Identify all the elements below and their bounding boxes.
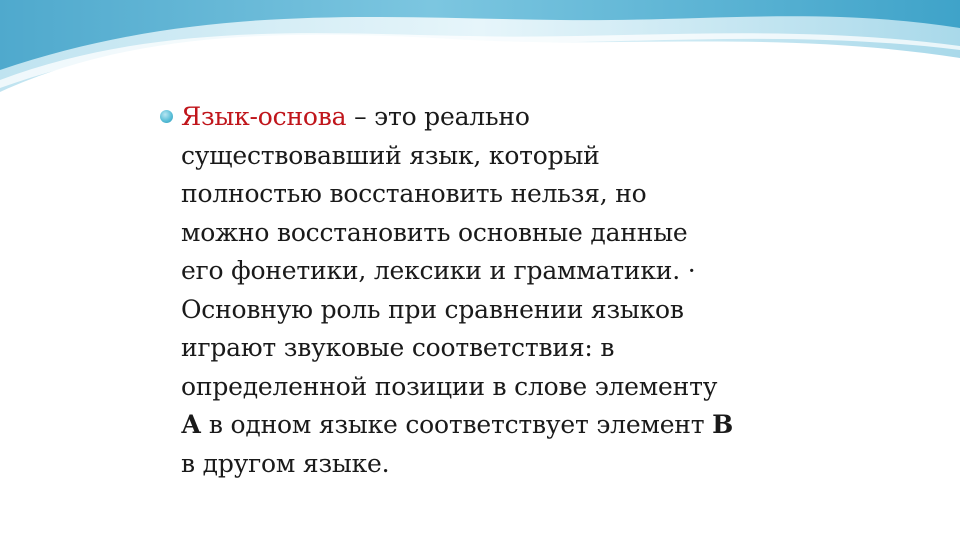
header-wave-decoration xyxy=(0,0,960,110)
bullet-item xyxy=(160,98,800,483)
text-line-8: определенной позиции в слове элементу xyxy=(181,371,718,401)
round-bullet-icon xyxy=(160,110,173,123)
text-line-1: Язык-основа – это реально xyxy=(181,102,530,131)
text-line-2: существовавший язык, который xyxy=(181,140,600,170)
text-line-3: полностью восстановить нельзя, но xyxy=(181,179,647,208)
text-line-6: Основную роль при сравнении языков xyxy=(181,294,684,324)
definition-paragraph xyxy=(181,98,800,483)
term-highlight: Язык-основа xyxy=(181,102,347,131)
slide-content xyxy=(160,98,800,483)
text-line-10: в другом языке. xyxy=(181,448,390,478)
element-a: А xyxy=(181,410,202,439)
text-line-5: его фонетики, лексики и грамматики. · xyxy=(181,256,696,285)
text-line-7: играют звуковые соответствия: в xyxy=(181,333,615,362)
element-b: В xyxy=(712,410,734,439)
text-line-9: А в одном языке соответствует элемент В xyxy=(181,410,734,439)
text-line-4: можно восстановить основные данные xyxy=(181,217,688,247)
